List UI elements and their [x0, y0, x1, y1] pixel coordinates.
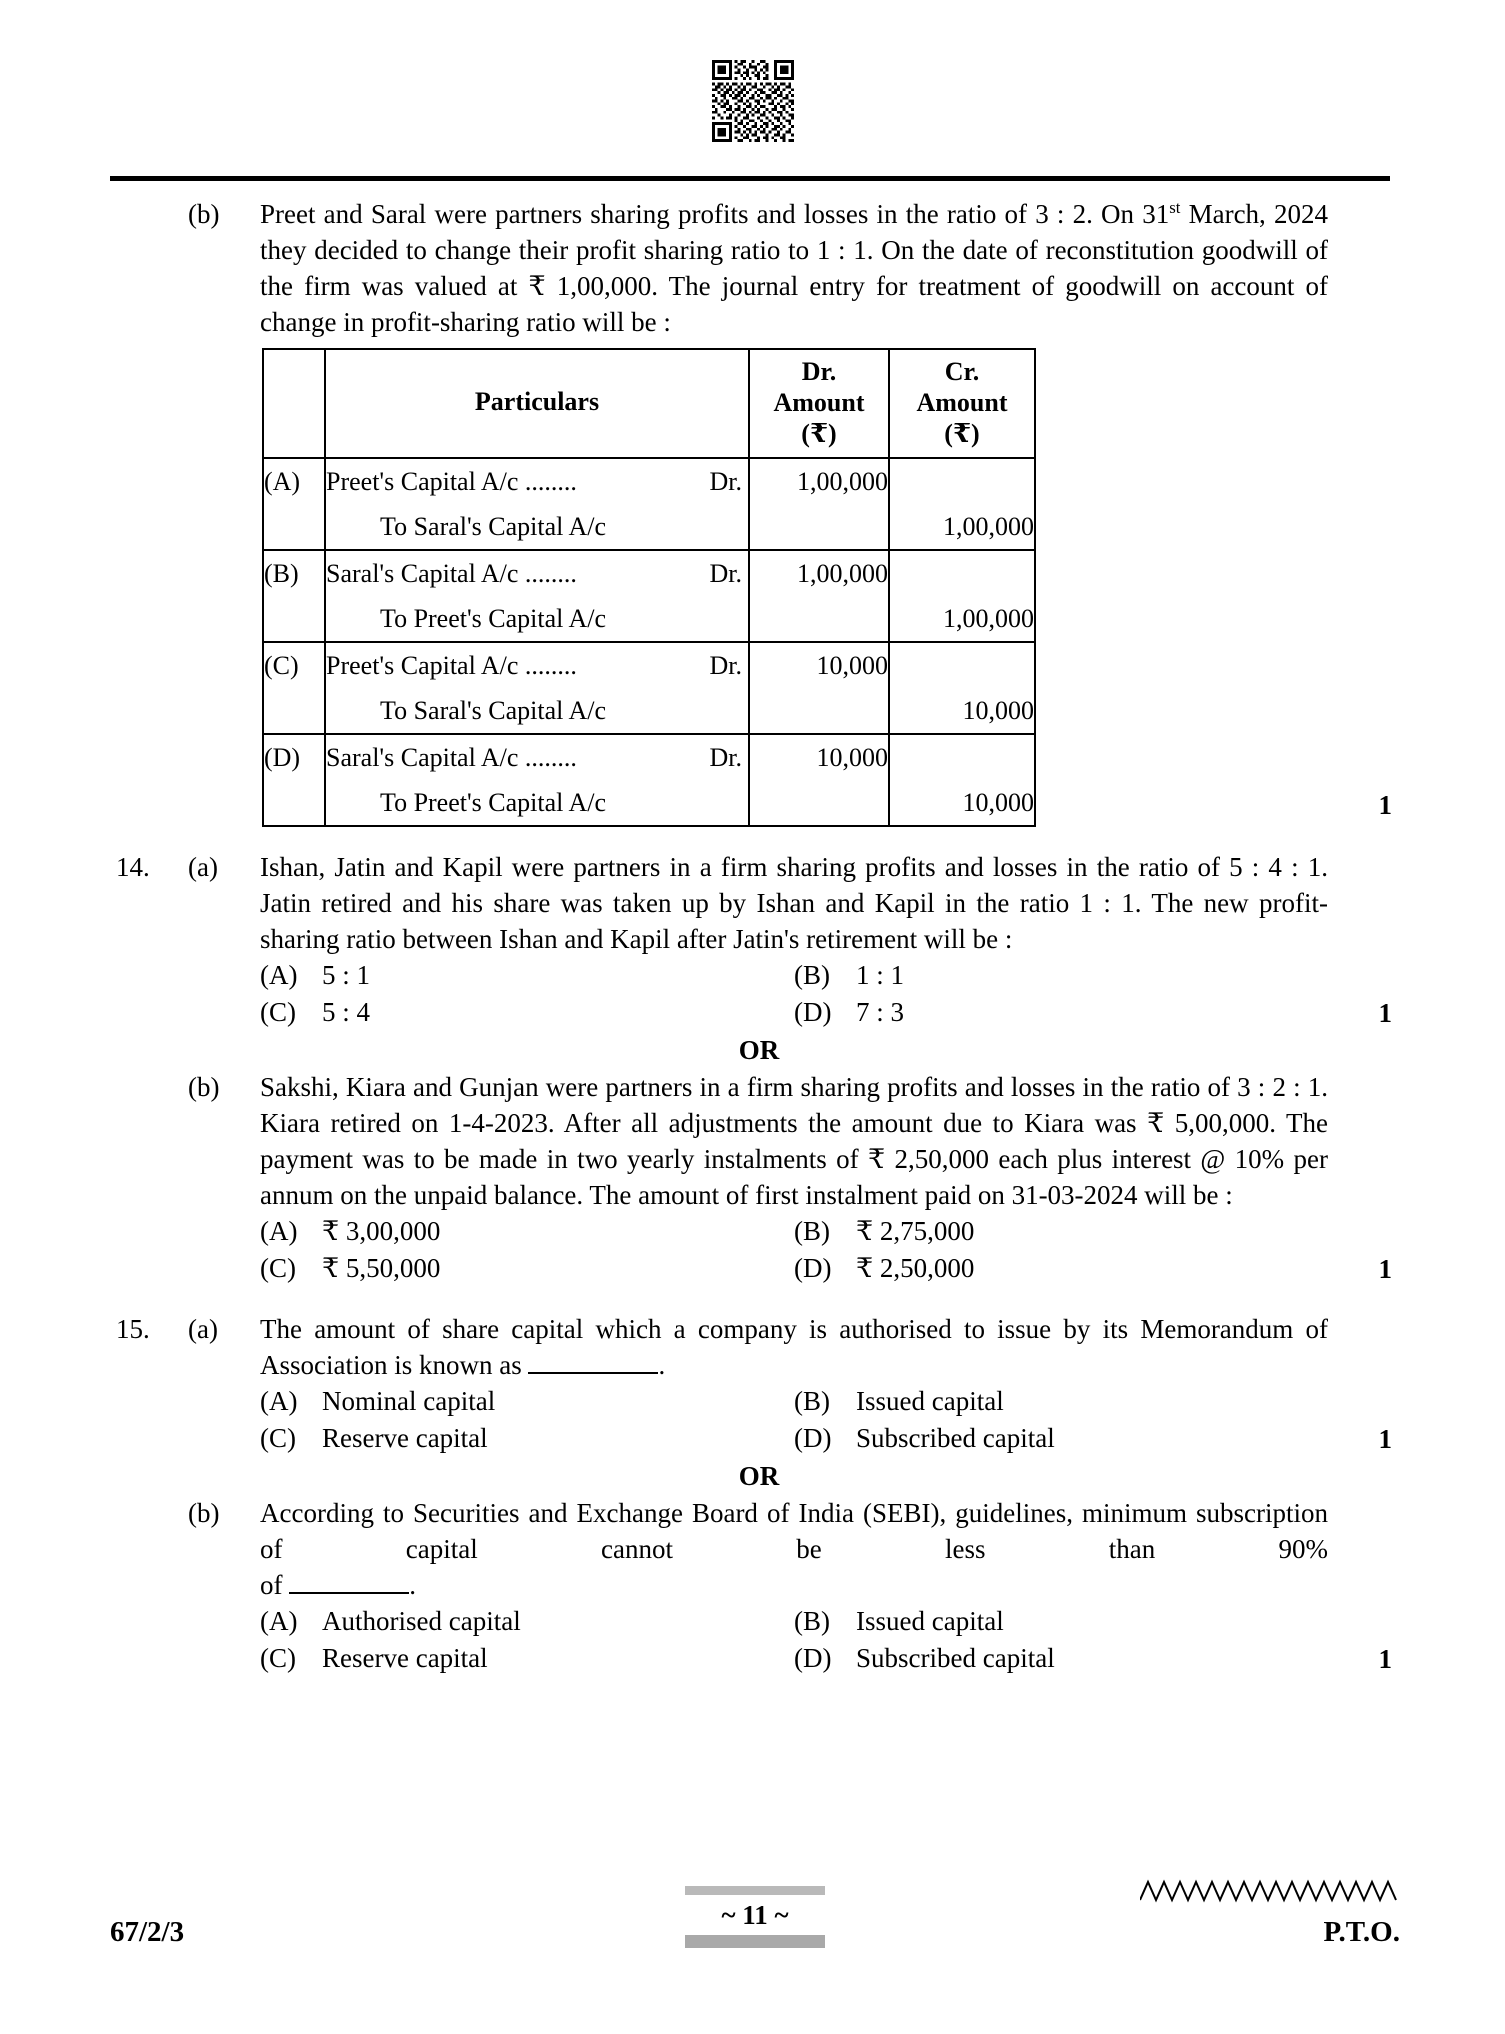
- qr-code-container: [0, 60, 1505, 142]
- option-b-value: 1 : 1: [856, 960, 905, 990]
- row-c-dr-amount: [749, 642, 889, 734]
- question-14a-text: Ishan, Jatin and Kapil were partners in a firm sharing profits and losses in the ratio of 5 : 4 : 1. Jatin retired and his share was taken up by Ishan and Kapil in the ratio 1 : 1. The new profit-sharing ratio between Ishan and Kapil after Jatin's retirement will be :: [260, 852, 1328, 954]
- header-option-col: [263, 349, 325, 458]
- option-d-tag: (D): [794, 1253, 832, 1283]
- row-b-dr-tag: Dr.: [709, 559, 742, 588]
- question-15b-text-line2: [260, 1567, 1328, 1603]
- question-15b-marks: [1328, 1641, 1400, 1677]
- row-option-a: [263, 458, 325, 550]
- row-c-debit-text: Preet's Capital A/c ........: [326, 651, 577, 680]
- q15-or-separator-row: [110, 1457, 1400, 1495]
- question-15a-marks: [1328, 1421, 1400, 1457]
- header-cr-amount: [889, 349, 1035, 458]
- table-row[interactable]: [263, 734, 1035, 826]
- header-cr-line2: Amount: [916, 388, 1008, 417]
- page-number-bar-top: [685, 1886, 825, 1895]
- option-c-tag: (C): [260, 1253, 296, 1283]
- question-15b-text-after: .: [409, 1570, 416, 1600]
- question-14b-body: [260, 1069, 1328, 1287]
- or-body: [260, 1031, 1328, 1069]
- option-d-tag: (D): [794, 997, 832, 1027]
- option-b-tag: (B): [794, 1386, 830, 1416]
- question-14a-marks: [1328, 995, 1400, 1031]
- row-d-debit-line: [326, 735, 748, 780]
- row-d-particulars: [325, 734, 749, 826]
- row-c-dr-tag: Dr.: [709, 651, 742, 680]
- or-label-15: OR: [738, 1461, 780, 1491]
- row-a-dr-tag: Dr.: [709, 467, 742, 496]
- header-dr-line2: Amount: [773, 388, 865, 417]
- row-option-b: [263, 550, 325, 642]
- option-a-value: Nominal capital: [322, 1386, 496, 1416]
- row-d-dr-amount: [749, 734, 889, 826]
- option-a-tag: (A): [260, 1386, 298, 1416]
- qr-code-icon: [712, 60, 794, 142]
- page-footer: [110, 1878, 1400, 1974]
- q14-or-separator-row: [110, 1031, 1400, 1069]
- row-a-dr-amount-value: 1,00,000: [797, 467, 888, 496]
- option-c-value: ₹ 5,50,000: [322, 1253, 441, 1283]
- question-15b: [110, 1495, 1400, 1677]
- row-b-dr-amount-value: 1,00,000: [797, 559, 888, 588]
- option-b-value: ₹ 2,75,000: [856, 1216, 975, 1246]
- question-15a-text-after: .: [658, 1350, 666, 1380]
- question-15a-text: [260, 1311, 1328, 1383]
- question-13b-text: Preet and Saral were partners sharing profits and losses in the ratio of 3 : 2. On 31st March, 2024 they decided to change their profit sharing ratio to 1 : 1. On the date of reconstitution goodwill of the firm was valued at ₹ 1,00,000. The journal entry for treatment of goodwill on account of change in profit-sharing ratio will be :: [260, 198, 1328, 337]
- or-label-14: OR: [738, 1035, 780, 1065]
- option-c-tag: (C): [260, 1423, 296, 1453]
- option-a[interactable]: [260, 957, 794, 994]
- row-c-cr-amount: [889, 642, 1035, 734]
- row-d-debit-text: Saral's Capital A/c ........: [326, 743, 577, 772]
- row-b-credit-text: To Preet's Capital A/c: [380, 604, 606, 633]
- row-d-cr-amount-value: 10,000: [962, 788, 1034, 817]
- or-body-2: [260, 1457, 1328, 1495]
- question-15a-body: [260, 1311, 1328, 1457]
- option-d-tag: (D): [794, 1423, 832, 1453]
- table-row[interactable]: [263, 550, 1035, 642]
- option-d-value: Subscribed capital: [856, 1643, 1055, 1673]
- question-15b-marks-value: 1: [1378, 1644, 1392, 1674]
- row-d-cr-amount: [889, 734, 1035, 826]
- option-b-tag: (B): [794, 1216, 830, 1246]
- pto-label: P.T.O.: [1323, 1916, 1400, 1948]
- option-d[interactable]: [794, 994, 1328, 1031]
- option-c[interactable]: [260, 1640, 794, 1677]
- question-14a: [110, 849, 1400, 1031]
- question-14b: [110, 1069, 1400, 1287]
- page-number-block: [685, 1886, 825, 1948]
- option-c-value: 5 : 4: [322, 997, 371, 1027]
- option-c-tag: (C): [260, 997, 296, 1027]
- option-a-tag: (A): [260, 1216, 298, 1246]
- option-b[interactable]: [794, 957, 1328, 994]
- option-c[interactable]: [260, 994, 794, 1031]
- row-a-credit-text: To Saral's Capital A/c: [380, 512, 606, 541]
- paper-code: 67/2/3: [110, 1916, 185, 1948]
- option-d[interactable]: [794, 1250, 1328, 1287]
- question-15a: [110, 1311, 1400, 1457]
- row-a-debit-line: [326, 459, 748, 504]
- row-c-particulars: [325, 642, 749, 734]
- header-dr-line1: Dr.: [801, 357, 837, 386]
- option-c-value: Reserve capital: [322, 1423, 488, 1453]
- row-a-particulars: [325, 458, 749, 550]
- option-b-tag: (B): [794, 960, 830, 990]
- row-option-d: [263, 734, 325, 826]
- journal-table-head: [263, 349, 1035, 458]
- option-d[interactable]: [794, 1420, 1328, 1457]
- option-b-value: Issued capital: [856, 1386, 1004, 1416]
- question-13b-marks: [1328, 787, 1400, 827]
- ordinal-suffix: st: [1169, 198, 1181, 217]
- row-c-dr-amount-value: 10,000: [816, 651, 888, 680]
- question-15b-of-label: of: [260, 1570, 283, 1600]
- question-13b-sublabel: (b): [188, 199, 220, 229]
- question-13b-marks-value: 1: [1378, 790, 1392, 820]
- option-b-value: Issued capital: [856, 1606, 1004, 1636]
- question-14b-marks-value: 1: [1378, 1254, 1392, 1284]
- question-14-number: 14.: [116, 852, 150, 882]
- question-13b: [110, 196, 1400, 827]
- row-b-debit-line: [326, 551, 748, 596]
- row-c-debit-line: [326, 643, 748, 688]
- table-row[interactable]: [263, 642, 1035, 734]
- option-c-value: Reserve capital: [322, 1643, 488, 1673]
- header-particulars: [325, 349, 749, 458]
- option-c[interactable]: [260, 1250, 794, 1287]
- table-row[interactable]: [263, 458, 1035, 550]
- journal-table-body: [263, 458, 1035, 826]
- option-b[interactable]: [794, 1213, 1328, 1250]
- question-14b-text: Sakshi, Kiara and Gunjan were partners in a firm sharing profits and losses in the ratio of 3 : 2 : 1. Kiara retired on 1-4-2023. After all adjustments the amount due to Kiara was ₹ 5,00,000. The payment was to be made in two yearly instalments of ₹ 2,50,000 each plus interest @ 10% per annum on the unpaid balance. The amount of first instalment paid on 31-03-2024 will be :: [260, 1072, 1328, 1210]
- question-15a-text-before: The amount of share capital which a company is authorised to issue by its Memorandum of Association is known as: [260, 1314, 1328, 1380]
- zigzag-decoration: [1140, 1878, 1400, 1904]
- option-a-value: Authorised capital: [322, 1606, 521, 1636]
- option-b[interactable]: [794, 1383, 1328, 1420]
- question-14a-options: [260, 957, 1328, 1031]
- answer-blank[interactable]: [528, 1347, 658, 1374]
- option-d-tag: (D): [794, 1643, 832, 1673]
- row-b-debit-text: Saral's Capital A/c ........: [326, 559, 577, 588]
- row-a-option-label: (A): [264, 467, 301, 496]
- option-b-tag: (B): [794, 1606, 830, 1636]
- page-number: ~ 11 ~: [721, 1900, 789, 1930]
- header-dr-amount: [749, 349, 889, 458]
- row-c-credit-text: To Saral's Capital A/c: [380, 696, 606, 725]
- row-d-option-label: (D): [264, 743, 301, 772]
- row-b-cr-amount: [889, 550, 1035, 642]
- option-a-tag: (A): [260, 1606, 298, 1636]
- option-d-value: ₹ 2,50,000: [856, 1253, 975, 1283]
- option-a[interactable]: [260, 1603, 794, 1640]
- header-cr-line3: (₹): [944, 419, 980, 448]
- row-d-dr-tag: Dr.: [709, 743, 742, 772]
- option-c[interactable]: [260, 1420, 794, 1457]
- option-c-tag: (C): [260, 1643, 296, 1673]
- question-15a-marks-value: 1: [1378, 1424, 1392, 1454]
- question-15b-options: [260, 1603, 1328, 1677]
- option-a-tag: (A): [260, 960, 298, 990]
- question-15-number: 15.: [116, 1314, 150, 1344]
- row-d-dr-amount-value: 10,000: [816, 743, 888, 772]
- row-b-cr-amount-value: 1,00,000: [943, 604, 1034, 633]
- question-15a-sublabel: (a): [188, 1314, 218, 1344]
- header-particulars-label: Particulars: [474, 387, 600, 416]
- option-a-value: 5 : 1: [322, 960, 371, 990]
- question-13b-body: [260, 196, 1328, 827]
- header-divider: [110, 176, 1390, 181]
- row-a-debit-text: Preet's Capital A/c ........: [326, 467, 577, 496]
- question-14a-sublabel: (a): [188, 852, 218, 882]
- row-b-dr-amount: [749, 550, 889, 642]
- question-14b-marks: [1328, 1251, 1400, 1287]
- question-14a-body: [260, 849, 1328, 1031]
- row-c-cr-amount-value: 10,000: [962, 696, 1034, 725]
- question-15b-text-line1: According to Securities and Exchange Board of India (SEBI), guidelines, minimum subscription of capital cannot be less than 90%: [260, 1498, 1328, 1564]
- question-14a-marks-value: 1: [1378, 998, 1392, 1028]
- page-number-bar-bottom: [685, 1935, 825, 1948]
- row-a-cr-amount: [889, 458, 1035, 550]
- row-d-credit-text: To Preet's Capital A/c: [380, 788, 606, 817]
- option-d[interactable]: [794, 1640, 1328, 1677]
- row-c-option-label: (C): [264, 651, 299, 680]
- option-a[interactable]: [260, 1213, 794, 1250]
- option-d-value: 7 : 3: [856, 997, 905, 1027]
- header-dr-line3: (₹): [801, 419, 837, 448]
- journal-header-row: [263, 349, 1035, 458]
- option-d-value: Subscribed capital: [856, 1423, 1055, 1453]
- question-15b-sublabel: (b): [188, 1498, 220, 1528]
- questions-container: [110, 196, 1400, 1677]
- option-a[interactable]: [260, 1383, 794, 1420]
- row-a-cr-amount-value: 1,00,000: [943, 512, 1034, 541]
- question-15a-options: [260, 1383, 1328, 1457]
- journal-entry-table: [262, 348, 1036, 827]
- journal-entry-table-wrapper: [260, 348, 1328, 827]
- row-b-particulars: [325, 550, 749, 642]
- option-b[interactable]: [794, 1603, 1328, 1640]
- row-option-c: [263, 642, 325, 734]
- question-14b-sublabel: (b): [188, 1072, 220, 1102]
- row-b-option-label: (B): [264, 559, 299, 588]
- header-cr-line1: Cr.: [944, 357, 980, 386]
- answer-blank[interactable]: [289, 1567, 409, 1594]
- question-15b-body: [260, 1495, 1328, 1677]
- option-a-value: ₹ 3,00,000: [322, 1216, 441, 1246]
- question-14b-options: [260, 1213, 1328, 1287]
- row-a-dr-amount: [749, 458, 889, 550]
